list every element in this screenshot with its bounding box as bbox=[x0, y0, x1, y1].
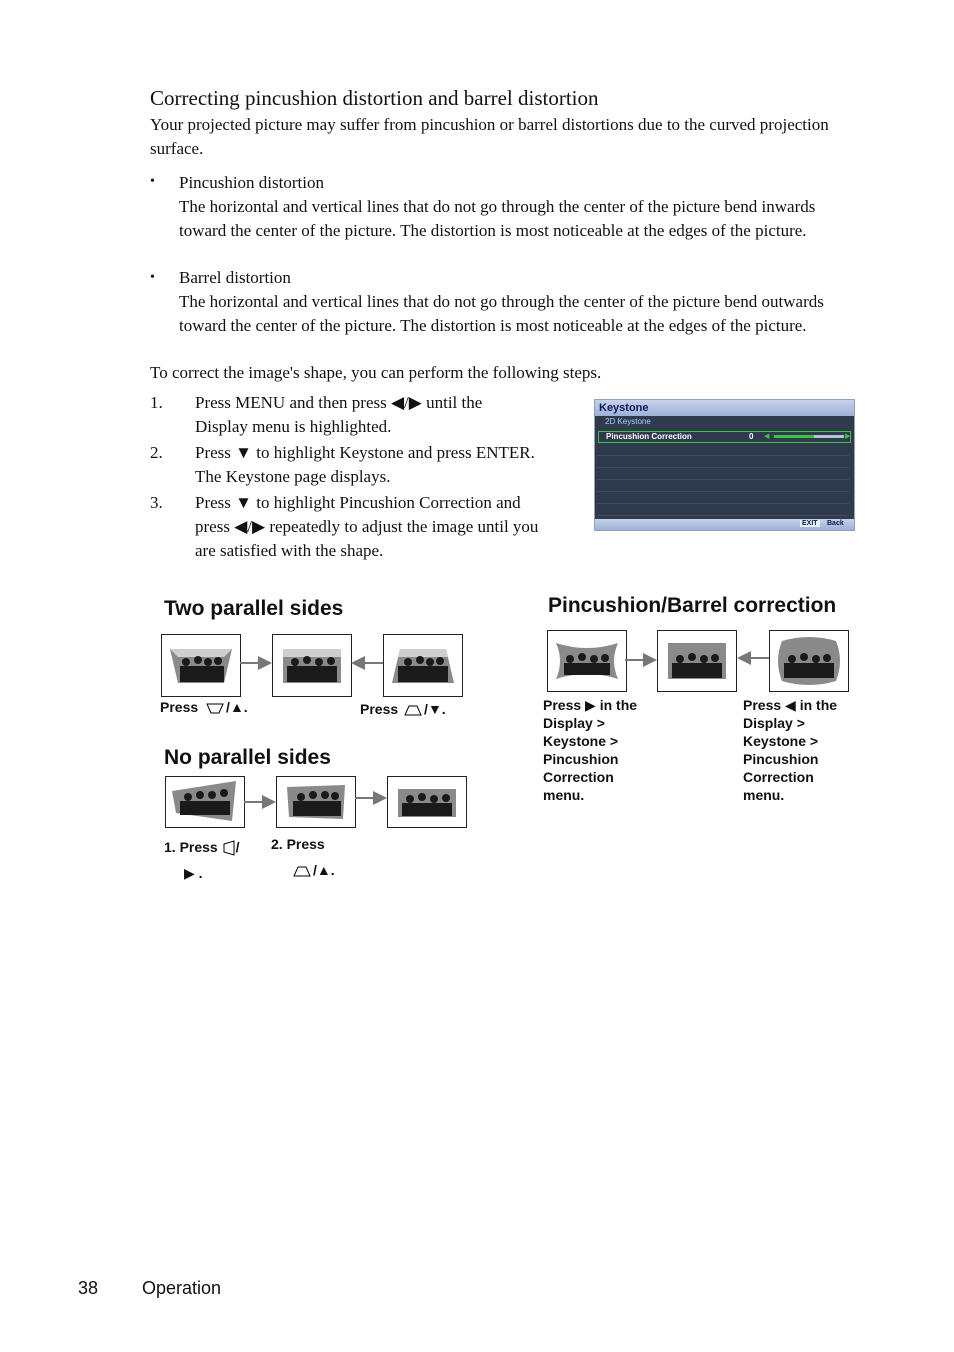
pincushion-title: Pincushion/Barrel correction bbox=[548, 594, 837, 617]
bullet-dot: • bbox=[150, 174, 155, 189]
pincushion-right-caption: Press ◀ in the Display > Keystone > Pincushion Correction menu. bbox=[743, 697, 838, 803]
no-parallel-title: No parallel sides bbox=[164, 746, 331, 769]
group-photo-icon bbox=[273, 635, 351, 696]
right-arrow-icon bbox=[355, 790, 387, 806]
bullet-dot: • bbox=[150, 270, 155, 285]
left-arrow-icon bbox=[351, 655, 383, 671]
osd-right-arrow-icon: ▶ bbox=[845, 433, 851, 440]
footer-section: Operation bbox=[142, 1278, 222, 1298]
osd-empty-row bbox=[597, 492, 849, 504]
osd-selected-item[interactable]: Pincushion Correction 0 ◀ ▶ bbox=[598, 431, 851, 443]
osd-slider-track[interactable] bbox=[774, 435, 844, 438]
steps-intro: To correct the image's shape, you can perform the following steps. bbox=[150, 363, 602, 382]
down-arrow-icon: ▼ bbox=[235, 443, 252, 462]
right-arrow-icon bbox=[244, 794, 276, 810]
section-title: Correcting pincushion distortion and barrel distortion bbox=[150, 86, 599, 110]
osd-title: Keystone bbox=[595, 400, 854, 416]
two-parallel-right-caption: Press /▼. bbox=[360, 701, 446, 717]
keystone-photo-top-wide bbox=[161, 634, 241, 697]
osd-empty-row bbox=[597, 444, 849, 456]
pincushion-photo-corrected bbox=[657, 630, 737, 692]
left-arrow-icon bbox=[737, 650, 769, 666]
step-text: Press MENU and then press ◀/▶ until the Display menu is highlighted. bbox=[195, 393, 483, 436]
keystone-left-icon bbox=[222, 840, 236, 856]
group-photo-icon bbox=[384, 635, 462, 696]
left-arrow-icon: ◀ bbox=[785, 697, 796, 713]
right-arrow-icon bbox=[625, 652, 657, 668]
bullet-body: The horizontal and vertical lines that do not go through the center of the picture bend outwards toward the center of the picture. The distortion is most noticeable at the edges of the picture. bbox=[179, 292, 824, 335]
bullet-title: Pincushion distortion bbox=[179, 173, 324, 192]
osd-bottom-bar bbox=[595, 519, 854, 530]
pincushion-photo bbox=[547, 630, 627, 692]
no-parallel-photo-step1 bbox=[276, 776, 356, 828]
osd-empty-row bbox=[597, 480, 849, 492]
step-number: 2. bbox=[150, 443, 163, 462]
osd-back-label: Back bbox=[827, 520, 844, 527]
barrel-photo bbox=[769, 630, 849, 692]
step-text: Press ▼ to highlight Pincushion Correction and press ◀/▶ repeatedly to adjust the image until you are satisfied with the shape. bbox=[195, 493, 539, 560]
group-photo-icon bbox=[166, 777, 244, 827]
group-photo-icon bbox=[277, 777, 355, 827]
up-arrow-icon: ▲ bbox=[316, 862, 331, 878]
two-parallel-title: Two parallel sides bbox=[164, 597, 344, 620]
osd-exit-key[interactable]: EXIT bbox=[802, 520, 818, 527]
intro-paragraph: Your projected picture may suffer from pincushion or barrel distortions due to the curved projection surface. bbox=[150, 115, 829, 158]
keystone-top-icon bbox=[206, 701, 226, 715]
down-arrow-icon: ▼ bbox=[427, 701, 442, 717]
keystone-osd-menu bbox=[594, 399, 855, 531]
no-parallel-photo-skewed bbox=[165, 776, 245, 828]
no-parallel-caption-2: 2. Press /▲. bbox=[271, 836, 335, 878]
no-parallel-caption-1: 1. Press / ▶ . bbox=[164, 839, 240, 881]
keystone-photo-corrected bbox=[272, 634, 352, 697]
keystone-photo-bottom-wide bbox=[383, 634, 463, 697]
right-arrow-icon: ▶ bbox=[184, 865, 195, 881]
two-parallel-left-caption: Press /▲. bbox=[160, 699, 248, 715]
up-arrow-icon: ▲ bbox=[229, 699, 244, 715]
group-photo-icon bbox=[770, 631, 848, 691]
down-arrow-icon: ▼ bbox=[235, 493, 252, 512]
page-number: 38 bbox=[78, 1278, 99, 1298]
keystone-top-icon bbox=[293, 864, 313, 878]
bullet-body: The horizontal and vertical lines that do not go through the center of the picture bend inwards toward the center of the picture. The distortion is most noticeable at the edges of the picture. bbox=[179, 197, 816, 240]
osd-slider-fill bbox=[774, 435, 814, 438]
bullet-title: Barrel distortion bbox=[179, 268, 291, 287]
group-photo-icon bbox=[548, 631, 626, 691]
osd-left-arrow-icon: ◀ bbox=[764, 433, 770, 440]
step-number: 1. bbox=[150, 393, 163, 412]
right-arrow-icon: ▶ bbox=[585, 697, 596, 713]
no-parallel-photo-corrected bbox=[387, 776, 467, 828]
left-right-arrow-icon: ◀/▶ bbox=[234, 517, 266, 536]
keystone-bottom-icon bbox=[404, 703, 424, 717]
right-arrow-icon bbox=[240, 655, 272, 671]
pincushion-left-caption: Press ▶ in the Display > Keystone > Pincushion Correction menu. bbox=[543, 697, 638, 803]
group-photo-icon bbox=[162, 635, 240, 696]
osd-sub-item[interactable]: 2D Keystone bbox=[605, 417, 651, 426]
left-right-arrow-icon: ◀/▶ bbox=[390, 393, 422, 412]
group-photo-icon bbox=[658, 631, 736, 691]
osd-empty-row bbox=[597, 456, 849, 468]
step-number: 3. bbox=[150, 493, 163, 512]
osd-empty-row bbox=[597, 504, 849, 516]
step-text: Press ▼ to highlight Keystone and press ENTER. The Keystone page displays. bbox=[195, 443, 535, 486]
osd-empty-row bbox=[597, 468, 849, 480]
group-photo-icon bbox=[388, 777, 466, 827]
